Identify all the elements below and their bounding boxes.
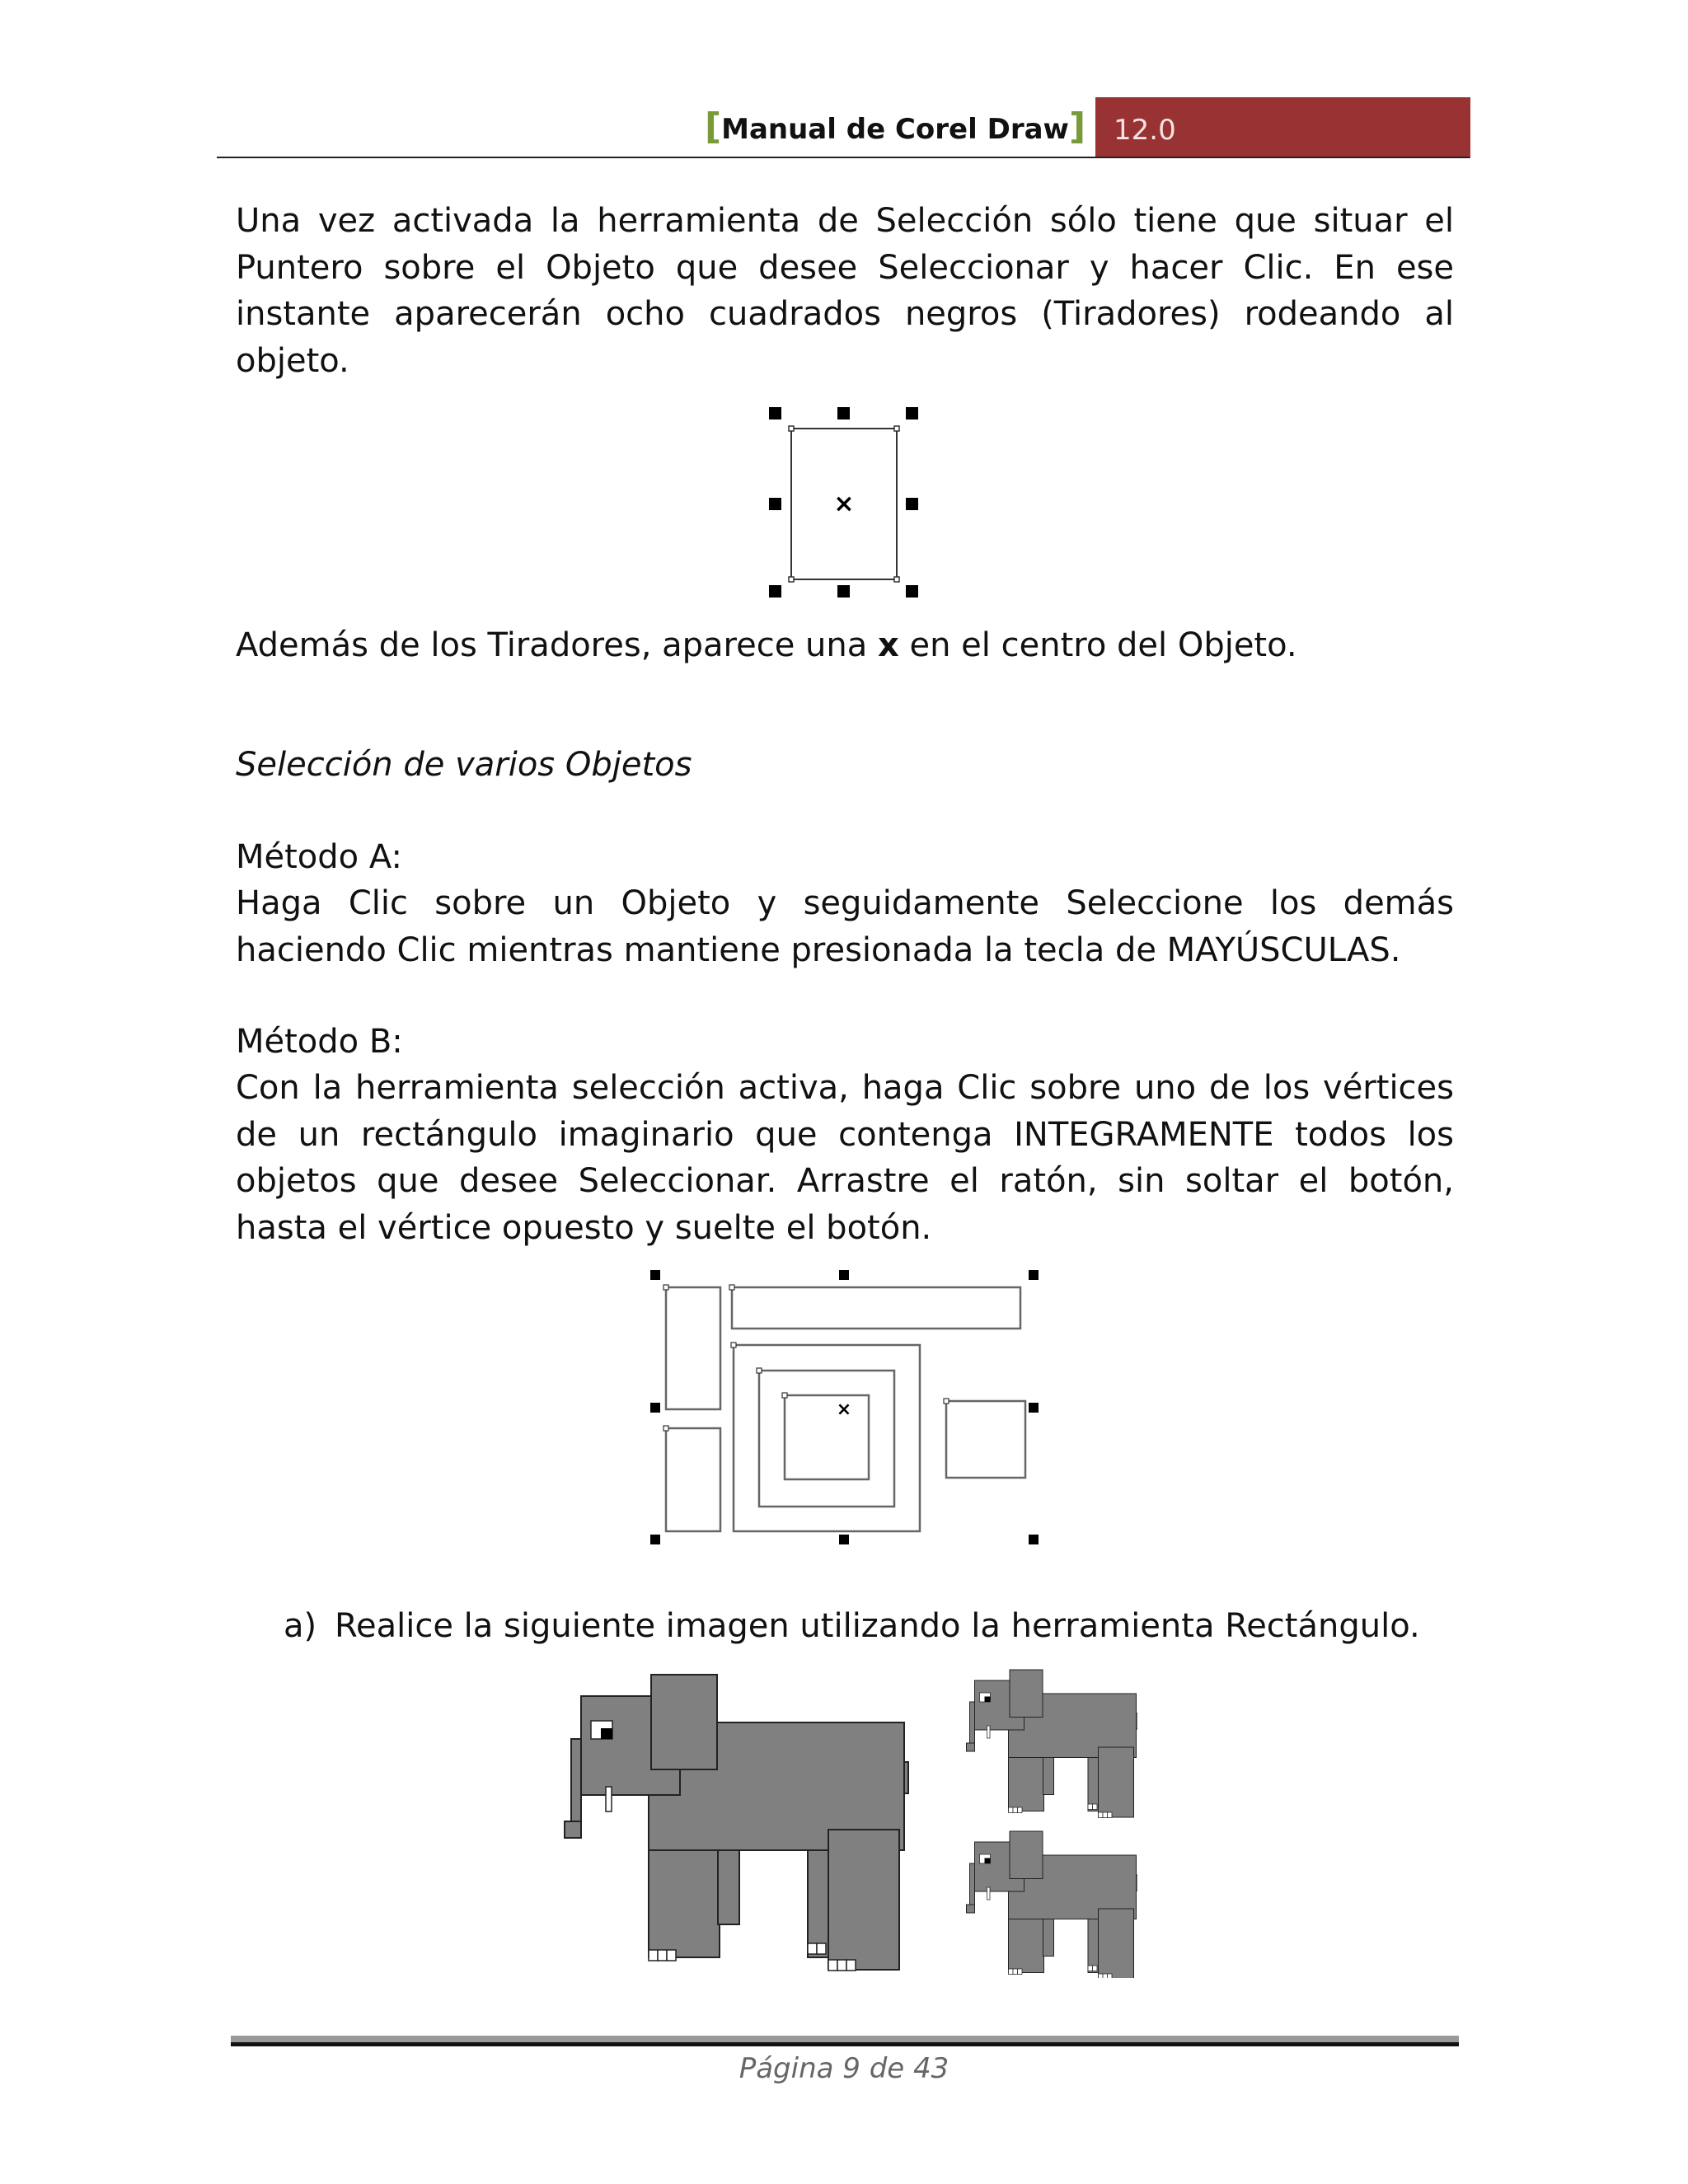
elephants-figure	[544, 1665, 1137, 1978]
section-heading: Selección de varios Objetos	[236, 746, 692, 784]
method-a-text: Haga Clic sobre un Objeto y seguidamente Seleccione los demás haciendo Clic mientras mantiene presionada la tecla de MAYÚSCULAS.	[236, 884, 1454, 969]
large-elephant	[565, 1675, 908, 1971]
center-note-before: Además de los Tiradores, aparece una	[236, 626, 878, 664]
footer-rule-black	[231, 2042, 1459, 2046]
small-elephant-top	[967, 1670, 1138, 1818]
header-divider	[217, 157, 1470, 158]
exercise-item	[284, 1603, 1420, 1649]
center-note-after: en el centro del Objeto.	[898, 626, 1297, 664]
document-title	[705, 105, 1086, 148]
method-a-label: Método A:	[236, 838, 402, 876]
intro-paragraph: Una vez activada la herramienta de Selección sólo tiene que situar el Puntero sobre el Objeto que desee Seleccionar y hacer Clic. En ese instante aparecerán ocho cuadrados negros (Tiradores) rodeando al objeto.	[236, 202, 1454, 380]
group-center-x-mark: ×	[836, 1399, 852, 1420]
exercise-marker: a)	[284, 1607, 317, 1645]
title-bracket-open: [	[705, 105, 722, 148]
title-text: Manual de Corel Draw	[721, 113, 1069, 146]
method-b-label: Método B:	[236, 1023, 403, 1061]
page-number: Página 9 de 43	[738, 2052, 950, 2085]
center-x-mark: ×	[833, 490, 855, 518]
multi-selection-figure	[643, 1261, 1047, 1549]
exercise-text: Realice la siguiente imagen utilizando la herramienta Rectángulo.	[335, 1607, 1420, 1645]
selected-rectangle-figure	[758, 400, 923, 602]
center-note	[236, 622, 1454, 669]
center-note-x: x	[877, 626, 899, 664]
version-badge	[1095, 97, 1470, 158]
version-label: 12.0	[1114, 114, 1176, 147]
method-b-text: Con la herramienta selección activa, haga Clic sobre uno de los vértices de un rectángulo imaginario que contenga INTEGRAMENTE todos los objetos que desee Seleccionar. Arrastre el ratón, sin soltar el botón, hasta el vértice opuesto y suelte el botón.	[236, 1069, 1454, 1247]
footer-rule-gray	[231, 2036, 1459, 2042]
small-elephant-bottom	[967, 1831, 1138, 1978]
title-bracket-close: ]	[1068, 105, 1086, 148]
